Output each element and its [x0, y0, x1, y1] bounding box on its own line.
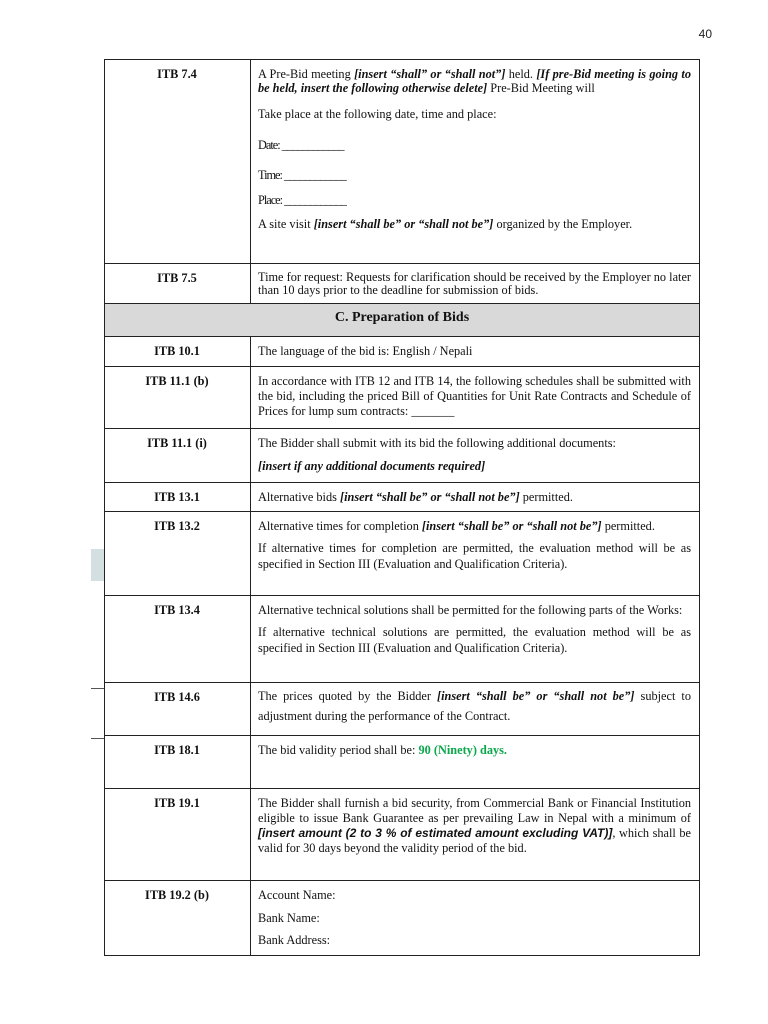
section-heading-row: [105, 304, 700, 337]
side-divider-line: [91, 738, 104, 739]
table-row: [105, 736, 700, 789]
clause-number: ITB 11.1 (b): [105, 367, 251, 429]
clause-number: ITB 13.4: [105, 596, 251, 683]
clause-content: Account Name: Bank Name: Bank Address:: [251, 881, 700, 956]
clause-number: ITB 10.1: [105, 337, 251, 367]
clause-number: ITB 7.4: [105, 60, 251, 264]
clause-content: Alternative times for completion [insert “shall be” or “shall not be”] permitted. If alternative times for completion are permitted, the evaluation method will be as specified in Section III (Evaluation and Qualification Criteria).: [251, 512, 700, 596]
table-row: [105, 337, 700, 367]
clause-number: ITB 14.6: [105, 683, 251, 736]
clause-number: ITB 19.1: [105, 789, 251, 881]
table-row: [105, 683, 700, 736]
clause-content: The language of the bid is: English / Nepali: [251, 337, 700, 367]
clause-number: ITB 19.2 (b): [105, 881, 251, 956]
clause-content: The Bidder shall furnish a bid security, from Commercial Bank or Financial Institution eligible to issue Bank Guarantee as per prevailing Law in Nepal with a minimum of [insert amount (2 to 3 % of estimated amount excluding VAT)], which shall be valid for 30 days beyond the validity period of the bid.: [251, 789, 700, 881]
clause-content: Time for request: Requests for clarification should be received by the Employer no later than 10 days prior to the deadline for submission of bids.: [251, 264, 700, 304]
clause-content: In accordance with ITB 12 and ITB 14, the following schedules shall be submitted with the bid, including the priced Bill of Quantities for Unit Rate Contracts and Schedule of Prices for lump sum contracts: _______: [251, 367, 700, 429]
clause-content: The prices quoted by the Bidder [insert “shall be” or “shall not be”] subject to adjustment during the performance of the Contract.: [251, 683, 700, 736]
clause-number: ITB 18.1: [105, 736, 251, 789]
table-row: [105, 596, 700, 683]
table-row: [105, 512, 700, 596]
side-divider-line: [91, 688, 104, 689]
table-row: [105, 264, 700, 304]
clause-content: The Bidder shall submit with its bid the following additional documents: [insert if any additional documents required]: [251, 429, 700, 483]
table-row: [105, 881, 700, 956]
table-row: [105, 789, 700, 881]
clause-content: A Pre-Bid meeting [insert “shall” or “shall not”] held. [If pre-Bid meeting is going to be held, insert the following otherwise delete] Pre-Bid Meeting will Take place at the following date, time and place: Date: ____________ Time: ____________ Place: ____________ A site visit [insert “shall be” or “shall not be”] organized by the Employer.: [251, 60, 700, 264]
clause-content: The bid validity period shall be: 90 (Ninety) days.: [251, 736, 700, 789]
clause-number: ITB 13.1: [105, 483, 251, 512]
clause-content: Alternative bids [insert “shall be” or “shall not be”] permitted.: [251, 483, 700, 512]
table-row: [105, 60, 700, 264]
page-number: 40: [698, 27, 712, 41]
clause-number: ITB 11.1 (i): [105, 429, 251, 483]
clause-number: ITB 13.2: [105, 512, 251, 596]
table-row: [105, 483, 700, 512]
clause-content: Alternative technical solutions shall be permitted for the following parts of the Works: If alternative technical solutions are permitted, the evaluation method will be as specified in Section III (Evaluation and Qualification Criteria).: [251, 596, 700, 683]
table-row: [105, 367, 700, 429]
section-heading: C. Preparation of Bids: [105, 304, 700, 337]
side-tab-marker: [91, 549, 104, 581]
clause-number: ITB 7.5: [105, 264, 251, 304]
bid-data-sheet-table: [104, 59, 700, 956]
table-row: [105, 429, 700, 483]
